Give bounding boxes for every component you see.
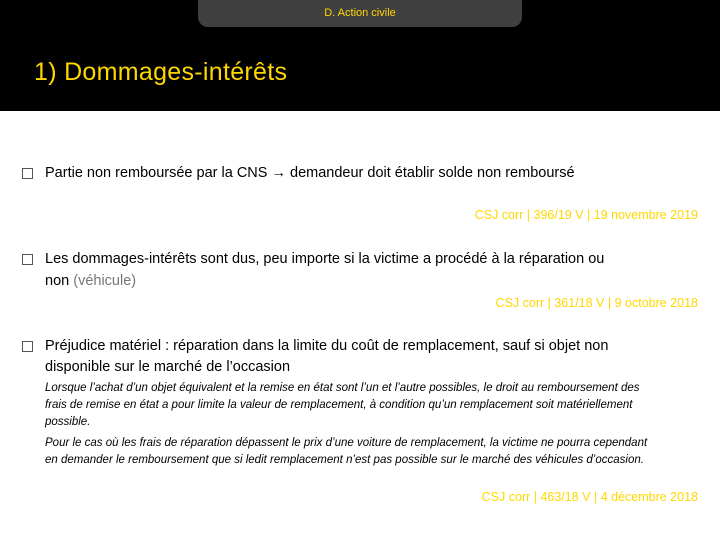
slide-content [0, 111, 720, 540]
slide-title: 1) Dommages-intérêts [34, 58, 288, 86]
reference-3: CSJ corr | 463/18 V | 4 décembre 2018 [481, 490, 698, 504]
section-tab: D. Action civile [198, 0, 522, 27]
reference-1: CSJ corr | 396/19 V | 19 novembre 2019 [474, 208, 698, 222]
quote-line: Lorsque l’achat d’un objet équivalent et la remise en état sont l’un et l’autre possibles, le droit au remboursement des [45, 382, 640, 394]
bullet-text-2: Les dommages-intérêts sont dus, peu importe si la victime a procédé à la réparation ou [45, 251, 605, 267]
quote-line: frais de remise en état a pour limite la valeur de remplacement, à condition qu’un remplacement soit matériellement [45, 399, 633, 411]
quote-line: Pour le cas où les frais de réparation dépassent le prix d’une voiture de remplacement, la victime ne pourra cependant [45, 437, 648, 449]
bullet-text-2-prefix: non [45, 273, 74, 289]
bullet-square-icon [22, 254, 33, 265]
bullet-text-3: Préjudice matériel : réparation dans la limite du coût de remplacement, sauf si objet non [45, 338, 609, 354]
bullet-square-icon [22, 341, 33, 352]
quote-line: en demander le remboursement que si ledit remplacement n’est pas possible sur le marché des véhicules d’occasion. [45, 454, 644, 466]
reference-2: CSJ corr | 361/18 V | 9 octobre 2018 [495, 296, 698, 310]
bullet-square-icon [22, 168, 33, 179]
quote-line: possible. [45, 416, 91, 428]
bullet-text-2-gray: (véhicule) [73, 273, 137, 289]
bullet-text-1: Partie non remboursée par la CNS → demandeur doit établir solde non remboursé [45, 165, 575, 181]
bullet-text-2-cont [45, 271, 136, 291]
bullet-text-3-cont: disponible sur le marché de l’occasion [45, 359, 291, 375]
